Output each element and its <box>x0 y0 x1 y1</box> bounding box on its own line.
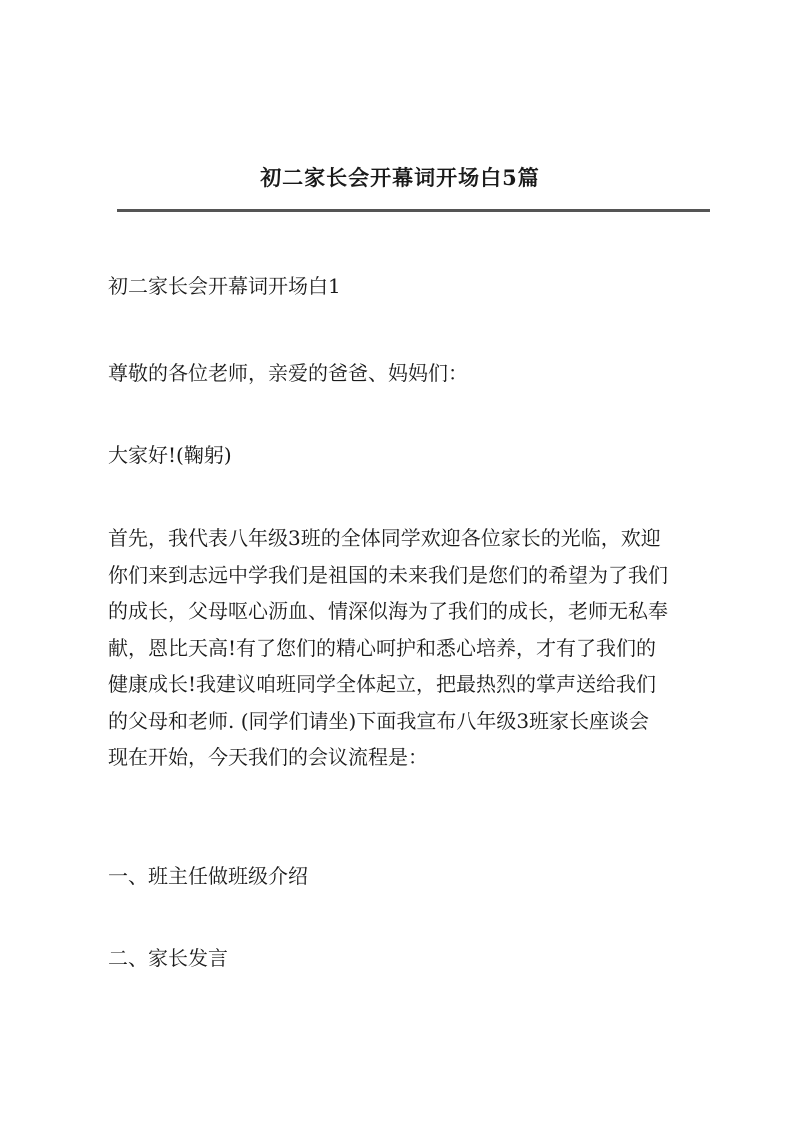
body-line: 现在开始，今天我们的会议流程是： <box>108 745 428 769</box>
body-line: 的父母和老师. (同学们请坐)下面我宣布八年级3班家长座谈会 <box>108 708 650 733</box>
body-line: 献，恩比天高!有了您们的精心呵护和悉心培养，才有了我们的 <box>108 635 657 660</box>
document-title: 初二家长会开幕词开场白5篇 <box>260 165 540 190</box>
agenda-item: 一、班主任做班级介绍 <box>108 864 308 888</box>
body-paragraph <box>108 520 708 776</box>
body-line: 的成长，父母呕心沥血、情深似海为了我们的成长，老师无私奉 <box>108 599 668 623</box>
body-line: 健康成长!我建议咱班同学全体起立，把最热烈的掌声送给我们 <box>108 672 657 696</box>
title-underline <box>117 209 710 212</box>
agenda-item: 二、家长发言 <box>108 946 228 970</box>
greeting: 大家好!(鞠躬) <box>108 443 232 467</box>
body-line: 首先，我代表八年级3班的全体同学欢迎各位家长的光临，欢迎 <box>108 526 661 550</box>
body-line: 你们来到志远中学我们是祖国的未来我们是您们的希望为了我们 <box>108 562 668 587</box>
section-heading: 初二家长会开幕词开场白1 <box>108 274 341 298</box>
salutation: 尊敬的各位老师，亲爱的爸爸、妈妈们： <box>108 361 468 385</box>
